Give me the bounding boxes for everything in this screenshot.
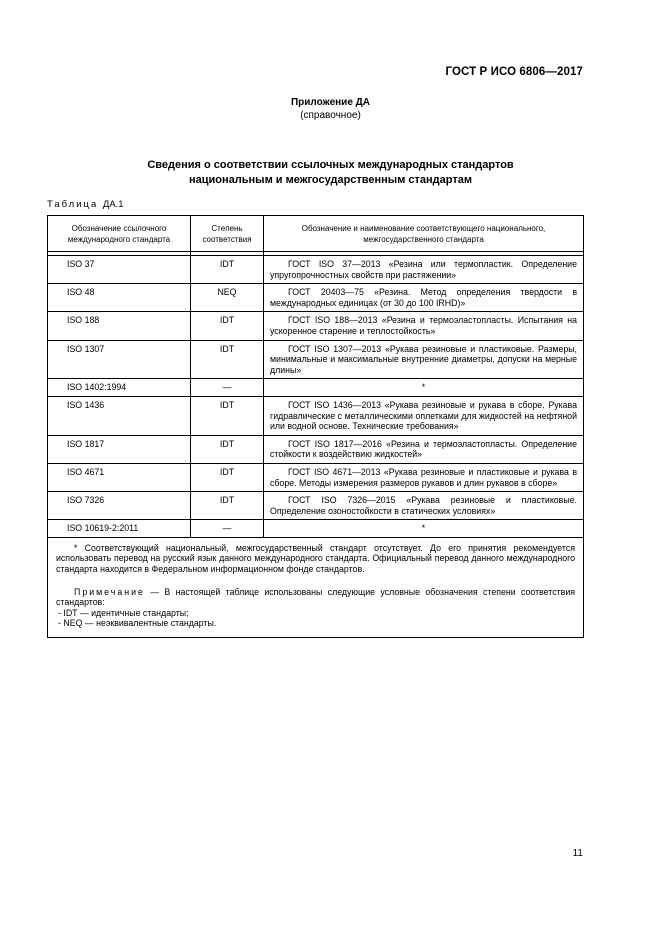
footnote [56, 543, 575, 575]
cell-national [264, 284, 584, 312]
cell-degree: IDT [191, 492, 264, 520]
cell-national-text: ГОСТ ISO 4671—2013 «Рукава резиновые и пластиковые и рукава в сборе. Методы измерения размеров рукавов и длин рукавов в сборе» [270, 466, 577, 488]
header-reference: Обозначение ссылочного международного стандарта [48, 216, 191, 252]
appendix-title: Приложение ДА [290, 97, 371, 108]
cell-degree: — [191, 520, 264, 538]
note-text: — В настоящей таблице использованы следующие условные обозначения степени соответствия стандартов: [56, 586, 575, 608]
cell-national: * [264, 379, 584, 397]
correspondence-table [47, 215, 584, 638]
table-row [48, 340, 584, 379]
cell-national [264, 435, 584, 463]
standard-code: ГОСТ Р ИСО 6806—2017 [445, 66, 583, 78]
cell-degree: IDT [191, 256, 264, 284]
cell-reference: ISO 1436 [48, 396, 191, 435]
cell-degree: — [191, 379, 264, 397]
cell-national [264, 492, 584, 520]
appendix-heading [0, 96, 661, 122]
title-line-1: Сведения о соответствии ссылочных международных стандартов [147, 159, 514, 171]
table-row [48, 435, 584, 463]
table-label [47, 199, 124, 210]
table-notes-row [48, 537, 584, 637]
table-label-number: ДА.1 [102, 199, 124, 210]
header-national: Обозначение и наименование соответствующего национального, межгосударственного стандарта [264, 216, 584, 252]
table-row [48, 463, 584, 491]
cell-degree: IDT [191, 312, 264, 340]
cell-degree: IDT [191, 435, 264, 463]
table-row [48, 492, 584, 520]
cell-reference: ISO 4671 [48, 463, 191, 491]
table-row [48, 256, 584, 284]
cell-reference: ISO 48 [48, 284, 191, 312]
cell-reference: ISO 37 [48, 256, 191, 284]
note-label: Примечание [74, 586, 145, 597]
cell-national [264, 256, 584, 284]
footnote-text: * Соответствующий национальный, межгосударственный стандарт отсутствует. До его принятия рекомендуется использовать перевод на русский язык данного международного стандарта. Официальный перевод данного международного стандарта находится в Федеральном информационном фонде стандартов. [56, 542, 575, 575]
page-number: 11 [572, 848, 583, 859]
cell-reference: ISO 10619-2:2011 [48, 520, 191, 538]
cell-national-text: ГОСТ ISO 37—2013 «Резина или термопластик. Определение упругопрочностных свойств при растяжении» [270, 259, 577, 280]
title-line-2: национальным и межгосударственным стандартам [189, 174, 472, 186]
cell-national-text: ГОСТ ISO 188—2013 «Резина и термоэластопласты. Испытания на ускоренное старение и теплостойкость» [270, 315, 577, 336]
note [56, 587, 575, 608]
cell-national-text: ГОСТ 20403—75 «Резина. Метод определения твердости в международных единицах (от 30 до 100 IRHD)» [270, 287, 577, 308]
cell-national [264, 312, 584, 340]
cell-national-text: ГОСТ ISO 1436—2013 «Рукава резиновые и рукава в сборе. Рукава гидравлические с металлическими оплетками для жидкостей на нефтяной или водной основе. Технические требования» [270, 399, 577, 432]
header-degree: Степень соответствия [191, 216, 264, 252]
cell-national [264, 463, 584, 491]
note-item: - NEQ — неэквивалентные стандарты. [58, 618, 217, 629]
cell-degree: NEQ [191, 284, 264, 312]
table-row [48, 379, 584, 397]
table-label-word: Таблица [47, 199, 99, 210]
table-row [48, 520, 584, 538]
cell-degree: IDT [191, 463, 264, 491]
cell-reference: ISO 1307 [48, 340, 191, 379]
cell-national-text: ГОСТ ISO 1307—2013 «Рукава резиновые и пластиковые. Размеры, минимальные и максимальные внутренние диаметры, допуски на мерные длины» [270, 343, 577, 375]
table-notes [48, 537, 584, 637]
note-item: - IDT — идентичные стандарты; [58, 607, 189, 618]
cell-reference: ISO 188 [48, 312, 191, 340]
cell-degree: IDT [191, 340, 264, 379]
cell-reference: ISO 7326 [48, 492, 191, 520]
cell-degree: IDT [191, 396, 264, 435]
cell-national-text: ГОСТ ISO 1817—2016 «Резина и термоэластопласты. Определение стойкости к воздействию жидкостей» [270, 438, 577, 460]
table-row [48, 284, 584, 312]
cell-national [264, 340, 584, 379]
cell-reference: ISO 1402:1994 [48, 379, 191, 397]
document-title [0, 158, 661, 188]
table-row [48, 312, 584, 340]
cell-national: * [264, 520, 584, 538]
cell-reference: ISO 1817 [48, 435, 191, 463]
cell-national-text: ГОСТ ISO 7326—2015 «Рукава резиновые и пластиковые. Определение озоностойкости в статических условиях» [270, 495, 577, 516]
appendix-subtitle: (справочное) [300, 110, 361, 121]
cell-national [264, 396, 584, 435]
table-header-row [48, 216, 584, 252]
table-row [48, 396, 584, 435]
